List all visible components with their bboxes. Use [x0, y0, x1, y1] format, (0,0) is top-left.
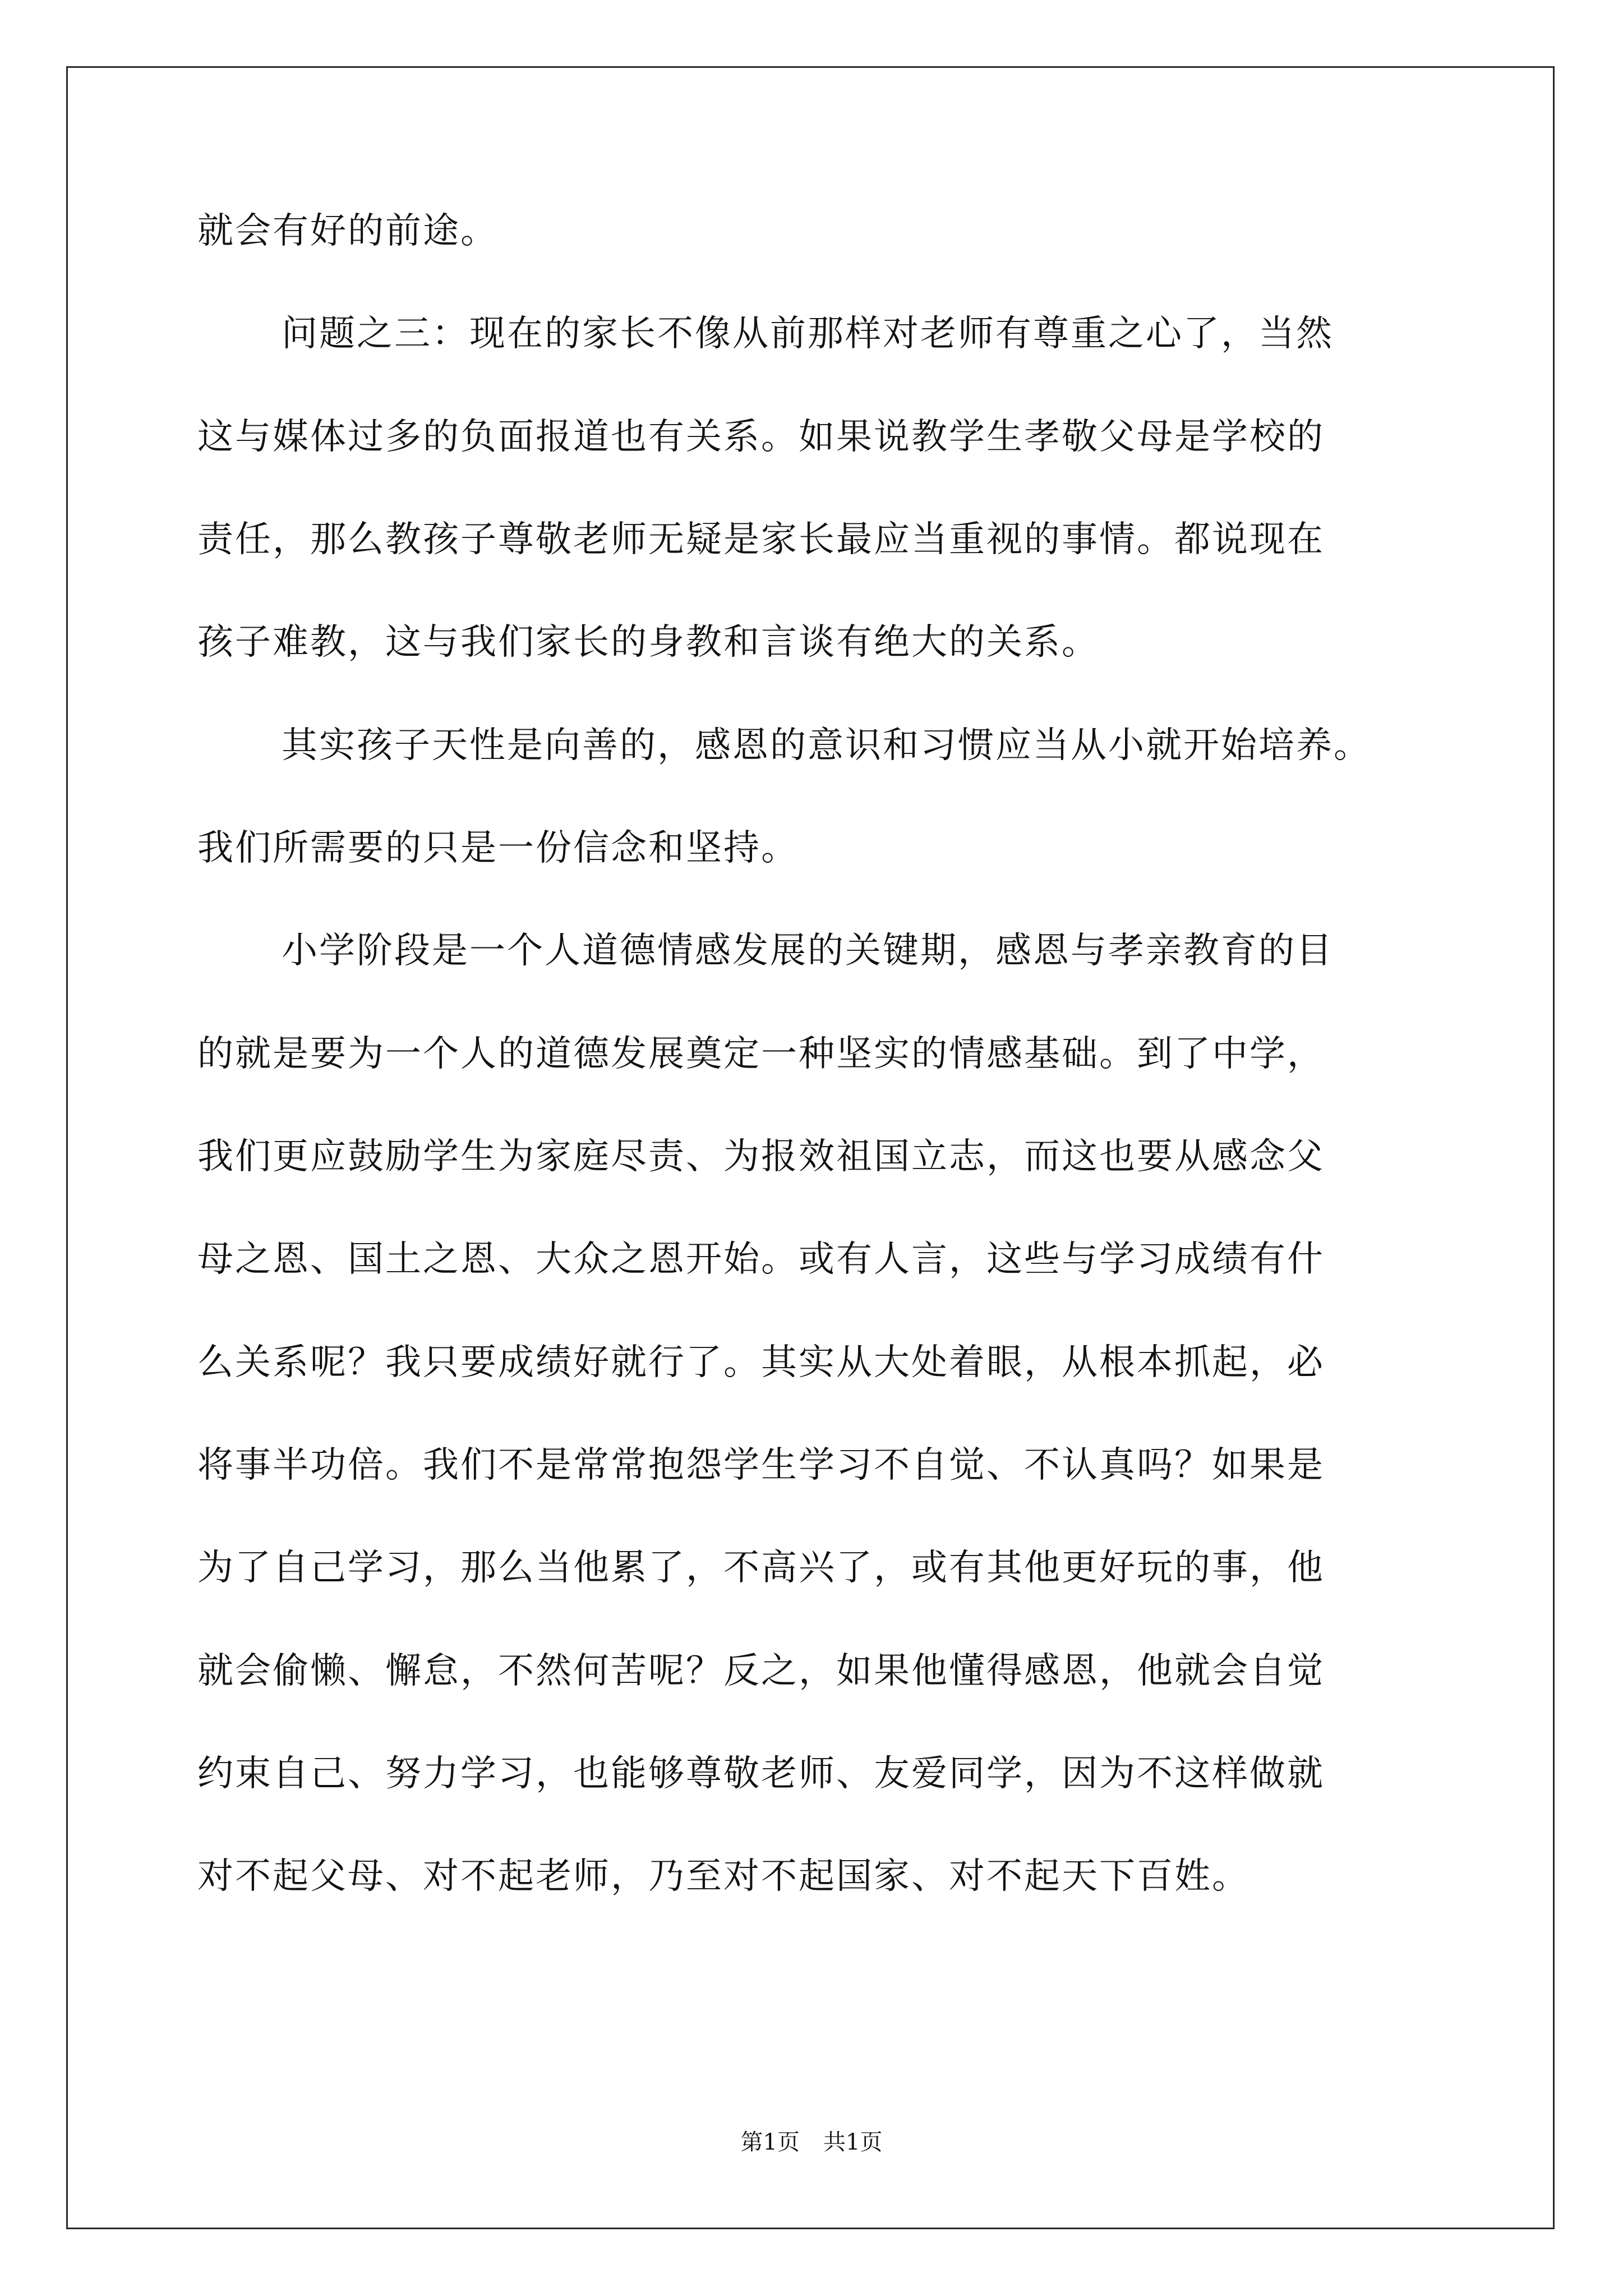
page-total: 共1页	[823, 2129, 883, 2155]
text-line: 我们所需要的只是一份信念和坚持。	[197, 827, 799, 869]
text-line: 对不起父母、对不起老师，乃至对不起国家、对不起天下百姓。	[197, 1856, 1249, 1897]
text-line: 将事半功倍。我们不是常常抱怨学生学习不自觉、不认真吗？如果是	[197, 1444, 1325, 1486]
text-line: 么关系呢？我只要成绩好就行了。其实从大处着眼，从根本抓起，必	[197, 1342, 1325, 1383]
text-line: 就会偷懒、懈怠，不然何苦呢？反之，如果他懂得感恩，他就会自觉	[197, 1650, 1325, 1692]
paragraph-start-line: 问题之三：现在的家长不像从前那样对老师有尊重之心了，当然	[282, 313, 1334, 355]
text-line: 的就是要为一个人的道德发展奠定一种坚实的情感基础。到了中学，	[197, 1033, 1325, 1075]
paragraph-start-line: 小学阶段是一个人道德情感发展的关键期，感恩与孝亲教育的目	[282, 930, 1334, 972]
text-line: 母之恩、国土之恩、大众之恩开始。或有人言，这些与学习成绩有什	[197, 1239, 1325, 1280]
text-line: 就会有好的前途。	[197, 210, 498, 252]
page-footer	[0, 2128, 1623, 2157]
text-line: 孩子难教，这与我们家长的身教和言谈有绝大的关系。	[197, 622, 1099, 663]
text-line: 责任，那么教孩子尊敬老师无疑是家长最应当重视的事情。都说现在	[197, 519, 1325, 560]
text-line: 这与媒体过多的负面报道也有关系。如果说教学生孝敬父母是学校的	[197, 416, 1325, 458]
text-line: 为了自己学习，那么当他累了，不高兴了，或有其他更好玩的事，他	[197, 1547, 1325, 1589]
paragraph-start-line: 其实孩子天性是向善的，感恩的意识和习惯应当从小就开始培养。	[282, 725, 1371, 766]
text-line: 约束自己、努力学习，也能够尊敬老师、友爱同学，因为不这样做就	[197, 1753, 1325, 1795]
text-line: 我们更应鼓励学生为家庭尽责、为报效祖国立志，而这也要从感念父	[197, 1136, 1325, 1177]
page-number: 第1页	[740, 2129, 800, 2155]
